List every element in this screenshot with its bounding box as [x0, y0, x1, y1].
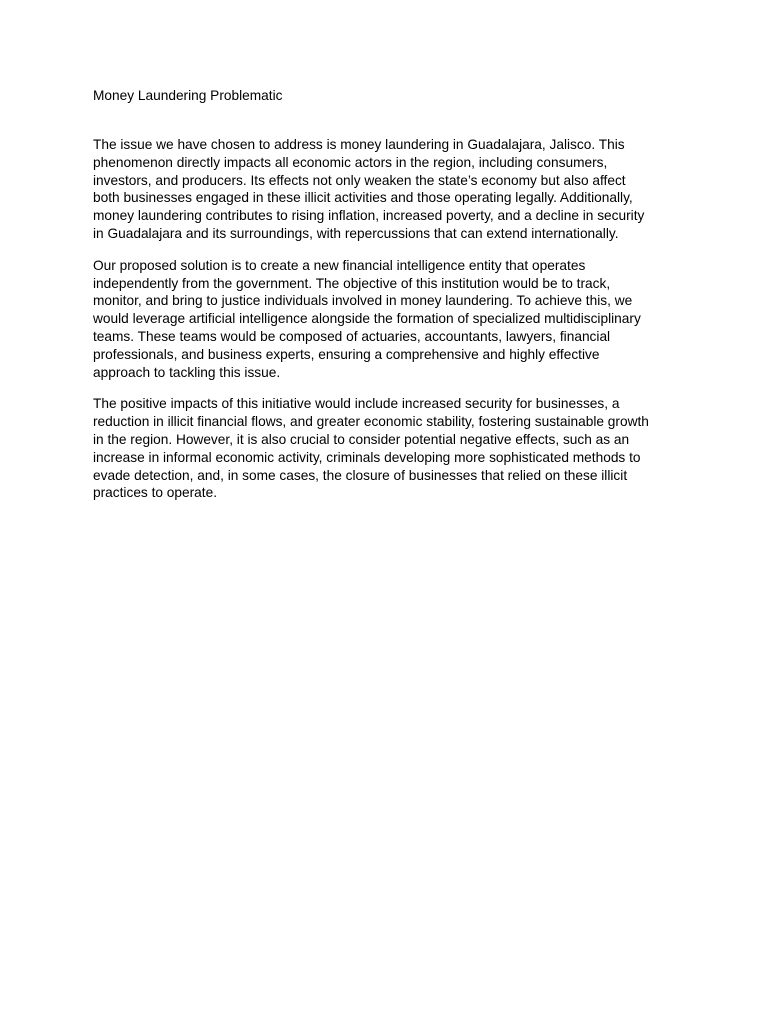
text-line: independently from the government. The objective of this institution would be to track, [93, 275, 611, 291]
paragraph-solution [93, 257, 677, 382]
text-line: The issue we have chosen to address is money laundering in Guadalajara, Jalisco. This [93, 137, 625, 152]
text-line: increase in informal economic activity, criminals developing more sophisticated methods to [93, 449, 641, 465]
text-line: investors, and producers. Its effects not only weaken the state’s economy but also affect [93, 172, 626, 188]
text-line: approach to tackling this issue. [93, 364, 281, 380]
text-line: teams. These teams would be composed of actuaries, accountants, lawyers, financial [93, 328, 611, 344]
text-line: both businesses engaged in these illicit activities and those operating legally. Additionally, [93, 190, 633, 206]
text-line: in the region. However, it is also crucial to consider potential negative effects, such as an [93, 431, 630, 447]
text-line: in Guadalajara and its surroundings, with repercussions that can extend internationally. [93, 225, 619, 241]
text-line: Our proposed solution is to create a new financial intelligence entity that operates [93, 257, 586, 273]
text-line: money laundering contributes to rising inflation, increased poverty, and a decline in security [93, 208, 645, 224]
text-line: phenomenon directly impacts all economic actors in the region, including consumers, [93, 154, 608, 170]
text-line: professionals, and business experts, ensuring a comprehensive and highly effective [93, 346, 600, 362]
paragraph-issue [93, 136, 677, 243]
text-line: would leverage artificial intelligence alongside the formation of specialized multidisciplinary [93, 311, 641, 327]
paragraph-impacts [93, 395, 677, 502]
text-line: evade detection, and, in some cases, the closure of businesses that relied on these illicit [93, 467, 628, 483]
text-line: monitor, and bring to justice individuals involved in money laundering. To achieve this, we [93, 293, 633, 309]
text-line: practices to operate. [93, 485, 218, 501]
document-body [93, 136, 677, 516]
text-line: reduction in illicit financial flows, and greater economic stability, fostering sustainable growth [93, 414, 649, 430]
text-line: The positive impacts of this initiative would include increased security for businesses, a [93, 396, 620, 412]
document-title: Money Laundering Problematic [93, 88, 283, 103]
